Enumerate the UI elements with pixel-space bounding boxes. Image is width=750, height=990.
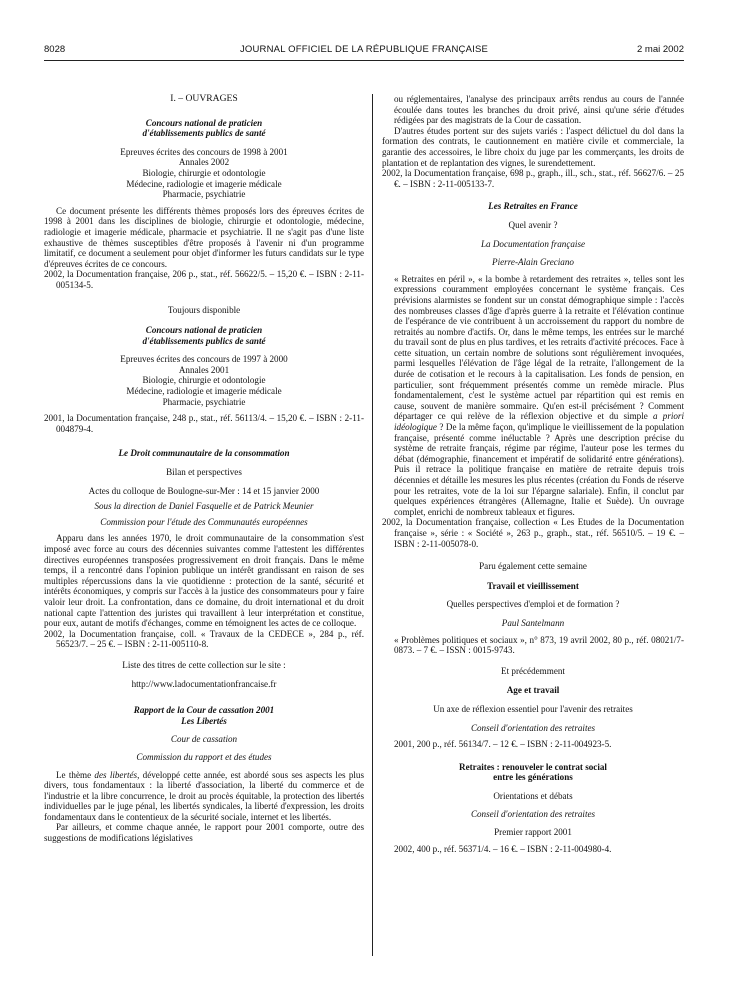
body-emphasis: a priori idéologique [394, 411, 685, 433]
journal-title: JOURNAL OFFICIEL DE LA RÉPUBLIQUE FRANÇAISE [239, 44, 489, 55]
entry-subtitle: Annales 2002 [178, 157, 230, 168]
entry-subtitle: Epreuves écrites des concours de 1998 à 2001 [120, 146, 288, 157]
entry-title: d'établissements publics de santé [142, 335, 266, 346]
entry-concours-2002 [44, 118, 364, 291]
page-header [44, 44, 684, 58]
entry-title: d'établissements publics de santé [142, 128, 266, 139]
entry-reference [382, 168, 684, 189]
ref-year: 2001, [44, 413, 65, 424]
et-precedemment: Et précédemment [501, 665, 565, 676]
entry-author: Paul Santelmann [501, 617, 565, 628]
entry-reference: « Problèmes politiques et sociaux », n° 873, 19 avril 2002, 80 p., réf. 08021/7-0873. – 7 €. – ISSN : 0015-9743. [394, 634, 684, 656]
body-text: , développé cette année, est abordé sous ses aspects les plus divers, tous fondamentaux : la liberté d'association, la liberté du commerce et de l'industrie et la libre concurrence, le droit au procès équitable, la protection des libertés individuelles par le juge pénal, les libertés syndicales, la liberté d'expression, les droits fondamentaux dans le contentieux de la sécurité sociale, internet et les libertés. [44, 769, 364, 822]
entry-description [382, 274, 684, 518]
entry-title: entre les générations [493, 772, 573, 783]
continued-text: ou réglementaires, l'analyse des principaux arrêts rendus au cours de l'année écoulée dans toutes les branches du droit privé, ainsi qu'une série d'études rédigées par des magistrats de la Cour de cassation. [394, 94, 684, 126]
entry-retraites-france [382, 201, 684, 549]
entry-author: Cour de cassation [170, 734, 238, 745]
paru-egalement: Paru également cette semaine [479, 561, 587, 572]
collection-list-label: Liste des titres de cette collection sur le site : [122, 659, 286, 670]
entry-title: Les Retraites en France [488, 201, 578, 212]
entry-publisher: Conseil d'orientation des retraites [470, 722, 596, 733]
entry-reference [44, 413, 364, 434]
ref-year: 2002, [382, 168, 403, 179]
ref-details: la Documentation française, collection « Les Etudes de la Documentation française », série : « Société », 263 p., graph., stat., réf. 56510/5. – 19 €. – ISBN : 2-11-005078-0. [394, 517, 684, 549]
header-rule [44, 60, 684, 61]
entry-commission: Commission pour l'étude des Communautés européennes [100, 516, 308, 527]
issue-date: 2 mai 2002 [636, 44, 684, 55]
entry-travail-vieillissement [382, 581, 684, 656]
ref-year: 2002, [44, 628, 65, 639]
entry-concours-2001 [44, 325, 364, 434]
ref-details: la Documentation française, coll. « Travaux de la CEDECE », 284 p., réf. 56523/7. – 25 €. – ISBN : 2-11-005110-8. [56, 628, 364, 650]
entry-cour-cassation [44, 705, 364, 844]
entry-description: Par ailleurs, et comme chaque année, le rapport pour 2001 comporte, outre des suggestions de modifications législatives [44, 822, 364, 844]
entry-subtitle: Quelles perspectives d'emploi et de formation ? [446, 599, 620, 610]
body-text: Le thème [56, 769, 95, 780]
entry-author: Pierre-Alain Greciano [492, 257, 574, 268]
ref-details: la Documentation française, 698 p., graph., ill., sch., stat., réf. 56627/6. – 25 €. – ISBN : 2-11-005133-7. [394, 168, 684, 189]
continued-text: D'autres études portent sur des sujets variés : l'aspect délictuel du dol dans la formation des contrats, le cautionnement en matière civile et commerciale, la garantie des accessoires, le libre choix du juge par les commerçants, les droits de plantation et de replantation des vignes, le surendettement. [382, 125, 684, 168]
column-divider [372, 94, 373, 956]
entry-subtitle: Annales 2001 [178, 364, 230, 375]
entry-description: Apparu dans les années 1970, le droit communautaire de la consommation s'est imposé avec force au cours des décennies suivantes comme l'attestent les différentes directives européennes transposées progressivement en droit français. Dans le même temps, il a rencontré dans l'opinion publique un intérêt grandissant en raison de ses multiples répercussions dans la vie quotidienne : protection de la santé, sécurité et intérêts économiques, y compris sur l'accès à la justice des consommateurs pour y faire valoir leur droit. La confrontation, dans ce domaine, du droit international et du droit national capte l'attention des juristes qui travaillent à leur interprétation et constitue, pour eux, autant de motifs d'échanges, comme en témoignent les actes de ce colloque. [44, 533, 364, 629]
left-column [44, 92, 364, 844]
entry-title: Concours national de praticien [145, 117, 263, 128]
entry-subtitle: Médecine, radiologie et imagerie médicale [126, 178, 282, 189]
entry-commission: Commission du rapport et des études [136, 751, 272, 762]
entry-reference [382, 517, 684, 549]
entry-description [44, 770, 364, 823]
right-column [382, 94, 684, 854]
entry-subtitle: Pharmacie, psychiatrie [162, 396, 246, 407]
entry-subtitle: Médecine, radiologie et imagerie médicale [126, 386, 282, 397]
entry-title: Travail et vieillissement [487, 580, 579, 591]
body-emphasis: des libertés [94, 769, 138, 780]
collection-url-link[interactable]: http://www.ladocumentationfrancaise.fr [131, 678, 277, 689]
entry-title: Concours national de praticien [145, 325, 263, 336]
entry-actes: Actes du colloque de Boulogne-sur-Mer : 14 et 15 janvier 2000 [88, 485, 320, 496]
entry-reference: 2002, 400 p., réf. 56371/4. – 16 €. – ISBN : 2-11-004980-4. [394, 843, 612, 854]
entry-reference: 2001, 200 p., réf. 56134/7. – 12 €. – ISBN : 2-11-004923-5. [394, 739, 612, 750]
toujours-disponible: Toujours disponible [167, 304, 241, 315]
entry-reference [44, 269, 364, 290]
entry-publisher: La Documentation française [480, 238, 586, 249]
entry-reference [44, 629, 364, 650]
entry-title: Age et travail [506, 685, 560, 696]
entry-report: Premier rapport 2001 [494, 827, 572, 838]
entry-subtitle: Pharmacie, psychiatrie [162, 189, 246, 200]
entry-subtitle: Orientations et débats [493, 790, 573, 801]
entry-age-travail [382, 685, 684, 749]
entry-subtitle: Bilan et perspectives [166, 467, 242, 478]
ref-details: la Documentation française, 248 p., stat., réf. 56113/4. – 15,20 €. – ISBN : 2-11-004879-4. [56, 413, 364, 434]
entry-retraites-contrat-social [382, 762, 684, 855]
entry-subtitle: Biologie, chirurgie et odontologie [142, 167, 266, 178]
entry-droit-communautaire [44, 448, 364, 689]
entry-title: Le Droit communautaire de la consommation [118, 448, 290, 459]
entry-title: Les Libertés [181, 715, 227, 726]
entry-title: Retraites : renouveler le contrat social [459, 761, 607, 772]
body-text: ? De la même façon, qu'implique le vieillissement de la population française, présenté comme inéluctable ? Après une description précise du système de retraite français, régime par régime, l'auteur pose les termes du débat (démographie, financement et impératif de solidarité entre générations). Puis il retrace la politique française en matière de retraite depuis trois décennies et détaille les mesures les plus récentes (création du Fonds de réserve pour les retraites, vote de la loi sur l'épargne salariale). Enfin, il conclut par quelques expériences étrangères (Allemagne, Italie et Suède). Un ouvrage complet, enrichi de nombreux tableaux et figures. [394, 422, 684, 517]
entry-publisher: Conseil d'orientation des retraites [470, 809, 596, 820]
entry-direction: Sous la direction de Daniel Fasquelle et de Patrick Meunier [94, 501, 314, 512]
section-title: I. – OUVRAGES [170, 93, 238, 104]
entry-subtitle: Quel avenir ? [508, 219, 558, 230]
entry-subtitle: Biologie, chirurgie et odontologie [142, 375, 266, 386]
ref-details: la Documentation française, 206 p., stat., réf. 56622/5. – 15,20 €. – ISBN : 2-11-005134-5. [56, 269, 364, 290]
ref-year: 2002, [382, 517, 403, 528]
entry-subtitle: Epreuves écrites des concours de 1997 à 2000 [120, 354, 288, 365]
entry-title: Rapport de la Cour de cassation 2001 [133, 705, 275, 716]
entry-subtitle: Un axe de réflexion essentiel pour l'avenir des retraites [433, 703, 633, 714]
body-text: « Retraites en péril », « la bombe à retardement des retraites », telles sont les expressions couramment employées concernant le système français. Ces prévisions alarmistes se fondent sur un constat démographique simple : l'accès des nombreuses classes d'âge d'après guerre à la retraite et l'élévation continue de l'espérance de vie contribuent à un accroissement du rapport du nombre de retraités au nombre d'actifs. Or, dans le même temps, les entrées sur le marché du travail sont de plus en plus tardives, et les retraits d'activité précoces. Face à cette situation, un certain nombre de solutions sont régulièrement invoquées, parmi lesquelles l'élévation de l'âge légal de la retraite, l'allongement de la durée de cotisation et le recours à la capitalisation. Les fonds de pension, en particulier, sont fréquemment présentés comme un remède miracle. Plus fondamentalement, c'est le système actuel par répartition qui est remis en cause, souvent de manière sommaire. Qu'en est-il précisément ? Comment départager ce qui relève de la réflexion objective et du simple [394, 273, 684, 422]
page-number: 8028 [44, 44, 66, 55]
ref-year: 2002, [44, 269, 65, 280]
entry-description: Ce document présente les différents thèmes proposés lors des épreuves écrites de 1998 à 2001 dans les disciplines de biologie, chirurgie et odontologie, médecine, radiologie et imagerie médicale, pharmacie et psychiatrie. Il ne s'agit pas d'une liste exhaustive de thèmes susceptibles d'être proposés à l'avenir ni d'un programme limitatif, ce document a seulement pour objet d'informer les futurs candidats sur le type d'épreuves écrites de ce concours. [44, 205, 364, 269]
